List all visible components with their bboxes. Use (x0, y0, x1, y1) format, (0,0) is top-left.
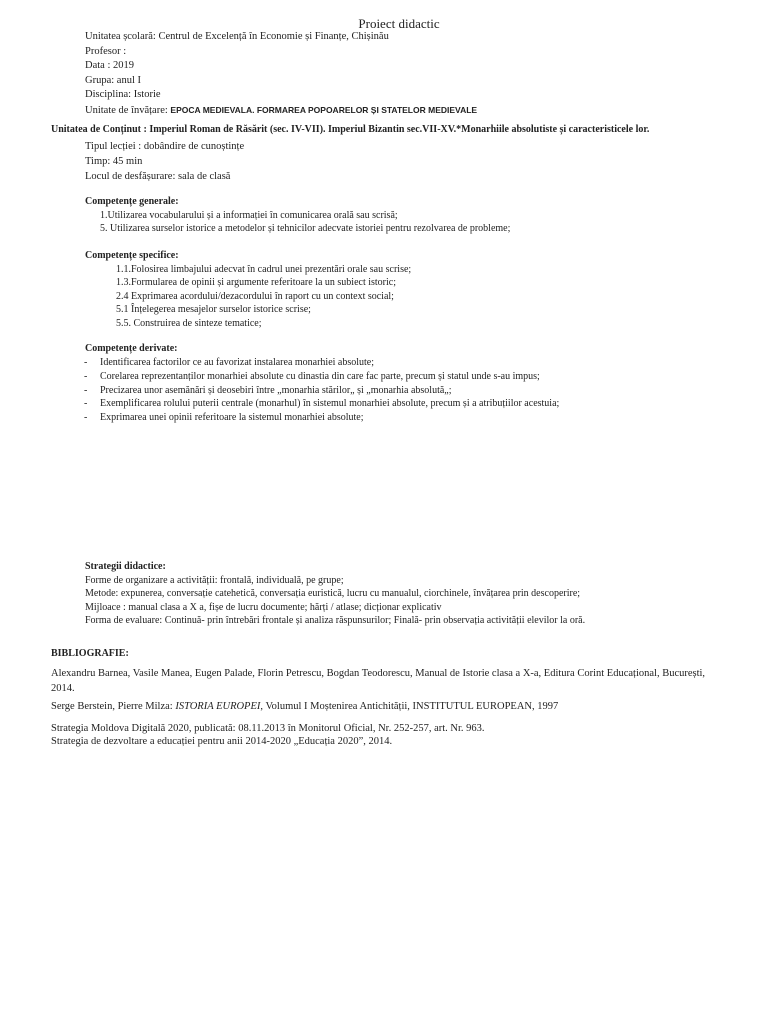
strategies-title: Strategii didactice: (85, 561, 166, 572)
school-line: Unitatea școlară: Centrul de Excelență în Economie și Finanțe, Chișinău (85, 31, 389, 42)
general-competences (85, 195, 510, 236)
bib-entry2-authors: Serge Berstein, Pierre Milza: (51, 701, 176, 712)
lesson-meta (85, 140, 244, 184)
specific-competence-item: 1.3.Formularea de opinii și argumente referitoare la un subiect istoric; (116, 277, 397, 288)
specific-competence-item: 2.4 Exprimarea acordului/dezacordului în raport cu un context social; (116, 290, 394, 302)
teacher-line: Profesor : (85, 45, 127, 57)
bib-entry2-rest: , Volumul I Moștenirea Antichității, INSTITUTUL EUROPEAN, 1997 (260, 701, 559, 712)
lesson-place: Locul de desfășurare: sala de clasă (85, 170, 231, 182)
derived-competence-item: - Precizarea unor asemănări și deosebiri între „monarhia stărilor„ și „monarhia absolută„; (85, 384, 559, 398)
discipline-line: Disciplina: Istorie (85, 89, 161, 101)
header-info (85, 30, 477, 119)
bibliography-entry: Alexandru Barnea, Vasile Manea, Eugen Palade, Florin Petrescu, Bogdan Teodorescu, Manual de Istorie clasa a X-a, Editura Corint Educațional, București, 2014. (51, 668, 706, 694)
specific-competence-item: 5.5. Construirea de sinteze tematice; (116, 317, 262, 329)
teaching-strategies (85, 560, 585, 628)
strategy-line: Mijloace : manual clasa a X a, fișe de lucru documente; hărți / atlase; dicționar explicativ (85, 601, 442, 613)
general-competence-item: 5. Utilizarea surselor istorice a metodelor și tehnicilor adecvate istoriei pentru rezolvarea de probleme; (100, 223, 511, 234)
content-unit: Unitatea de Conținut : Imperiul Roman de Răsărit (sec. IV-VII). Imperiul Bizantin sec.VII-XV.*Monarhiile absolutiste și caracteristicele lor. (51, 124, 650, 135)
date-line: Data : 2019 (85, 60, 134, 72)
derived-competences-title: Competențe derivate: (85, 343, 178, 354)
derived-competence-item: - Exprimarea unei opinii referitoare la sistemul monarhiei absolute; (85, 411, 559, 425)
lesson-type: Tipul lecției : dobândire de cunoștințe (85, 141, 245, 152)
strategy-line: Forme de organizare a activității: frontală, individuală, pe grupe; (85, 574, 344, 586)
group-line: Grupa: anul I (85, 74, 141, 86)
derived-competences-list (85, 356, 559, 425)
derived-competence-item: - Corelarea reprezentanților monarhiei absolute cu dinastia din care fac parte, precum și statul unde s-au impus; (85, 370, 559, 384)
general-competences-title: Competențe generale: (85, 196, 179, 207)
bibliography-entry (51, 699, 711, 714)
specific-competence-item: 1.1.Folosirea limbajului adecvat în cadrul unei prezentări orale sau scrise; (116, 263, 412, 275)
specific-competence-item: 5.1 Înțelegerea mesajelor surselor istorice scrise; (116, 304, 311, 315)
bibliography-title: BIBLIOGRAFIE: (51, 648, 129, 659)
general-competence-item: 1.Utilizarea vocabularului și a informației în comunicarea orală sau scrisă; (100, 209, 398, 221)
bibliography-entry: Strategia de dezvoltare a educației pentru anii 2014-2020 „Educația 2020”, 2014. (51, 736, 393, 747)
derived-competences-heading (85, 342, 177, 356)
specific-competences (85, 249, 411, 330)
derived-competence-item: - Exemplificarea rolului puterii centrale (monarhul) în sistemul monarhiei absolute, precum și a atribuțiilor acestuia; (85, 397, 559, 411)
derived-competence-item: - Identificarea factorilor ce au favorizat instalarea monarhiei absolute; (85, 356, 559, 370)
strategy-line: Forma de evaluare: Continuă- prin întrebări frontale și analiza răspunsurilor; Finală- prin observația activității elevilor la oră. (85, 615, 586, 627)
strategy-line: Metode: expunerea, conversație catehetică, conversația euristică, lucru cu manualul, ciorchinele, învățarea prin descoperire; (85, 588, 581, 600)
learning-unit-line (85, 103, 477, 119)
document-title: Proiect didactic (358, 16, 440, 31)
bib-entry2-title: ISTORIA EUROPEI (175, 701, 261, 712)
learning-unit-value: EPOCA MEDIEVALA. FORMAREA POPOARELOR ȘI STATELOR MEDIEVALE (170, 104, 478, 115)
learning-unit-label: Unitate de învățare: (85, 104, 168, 116)
bibliography-entry: Strategia Moldova Digitală 2020, publicată: 08.11.2013 în Monitorul Oficial, Nr. 252-257, art. Nr. 963. (51, 723, 485, 734)
lesson-time: Timp: 45 min (85, 155, 143, 167)
specific-competences-title: Competențe specifice: (85, 250, 179, 261)
